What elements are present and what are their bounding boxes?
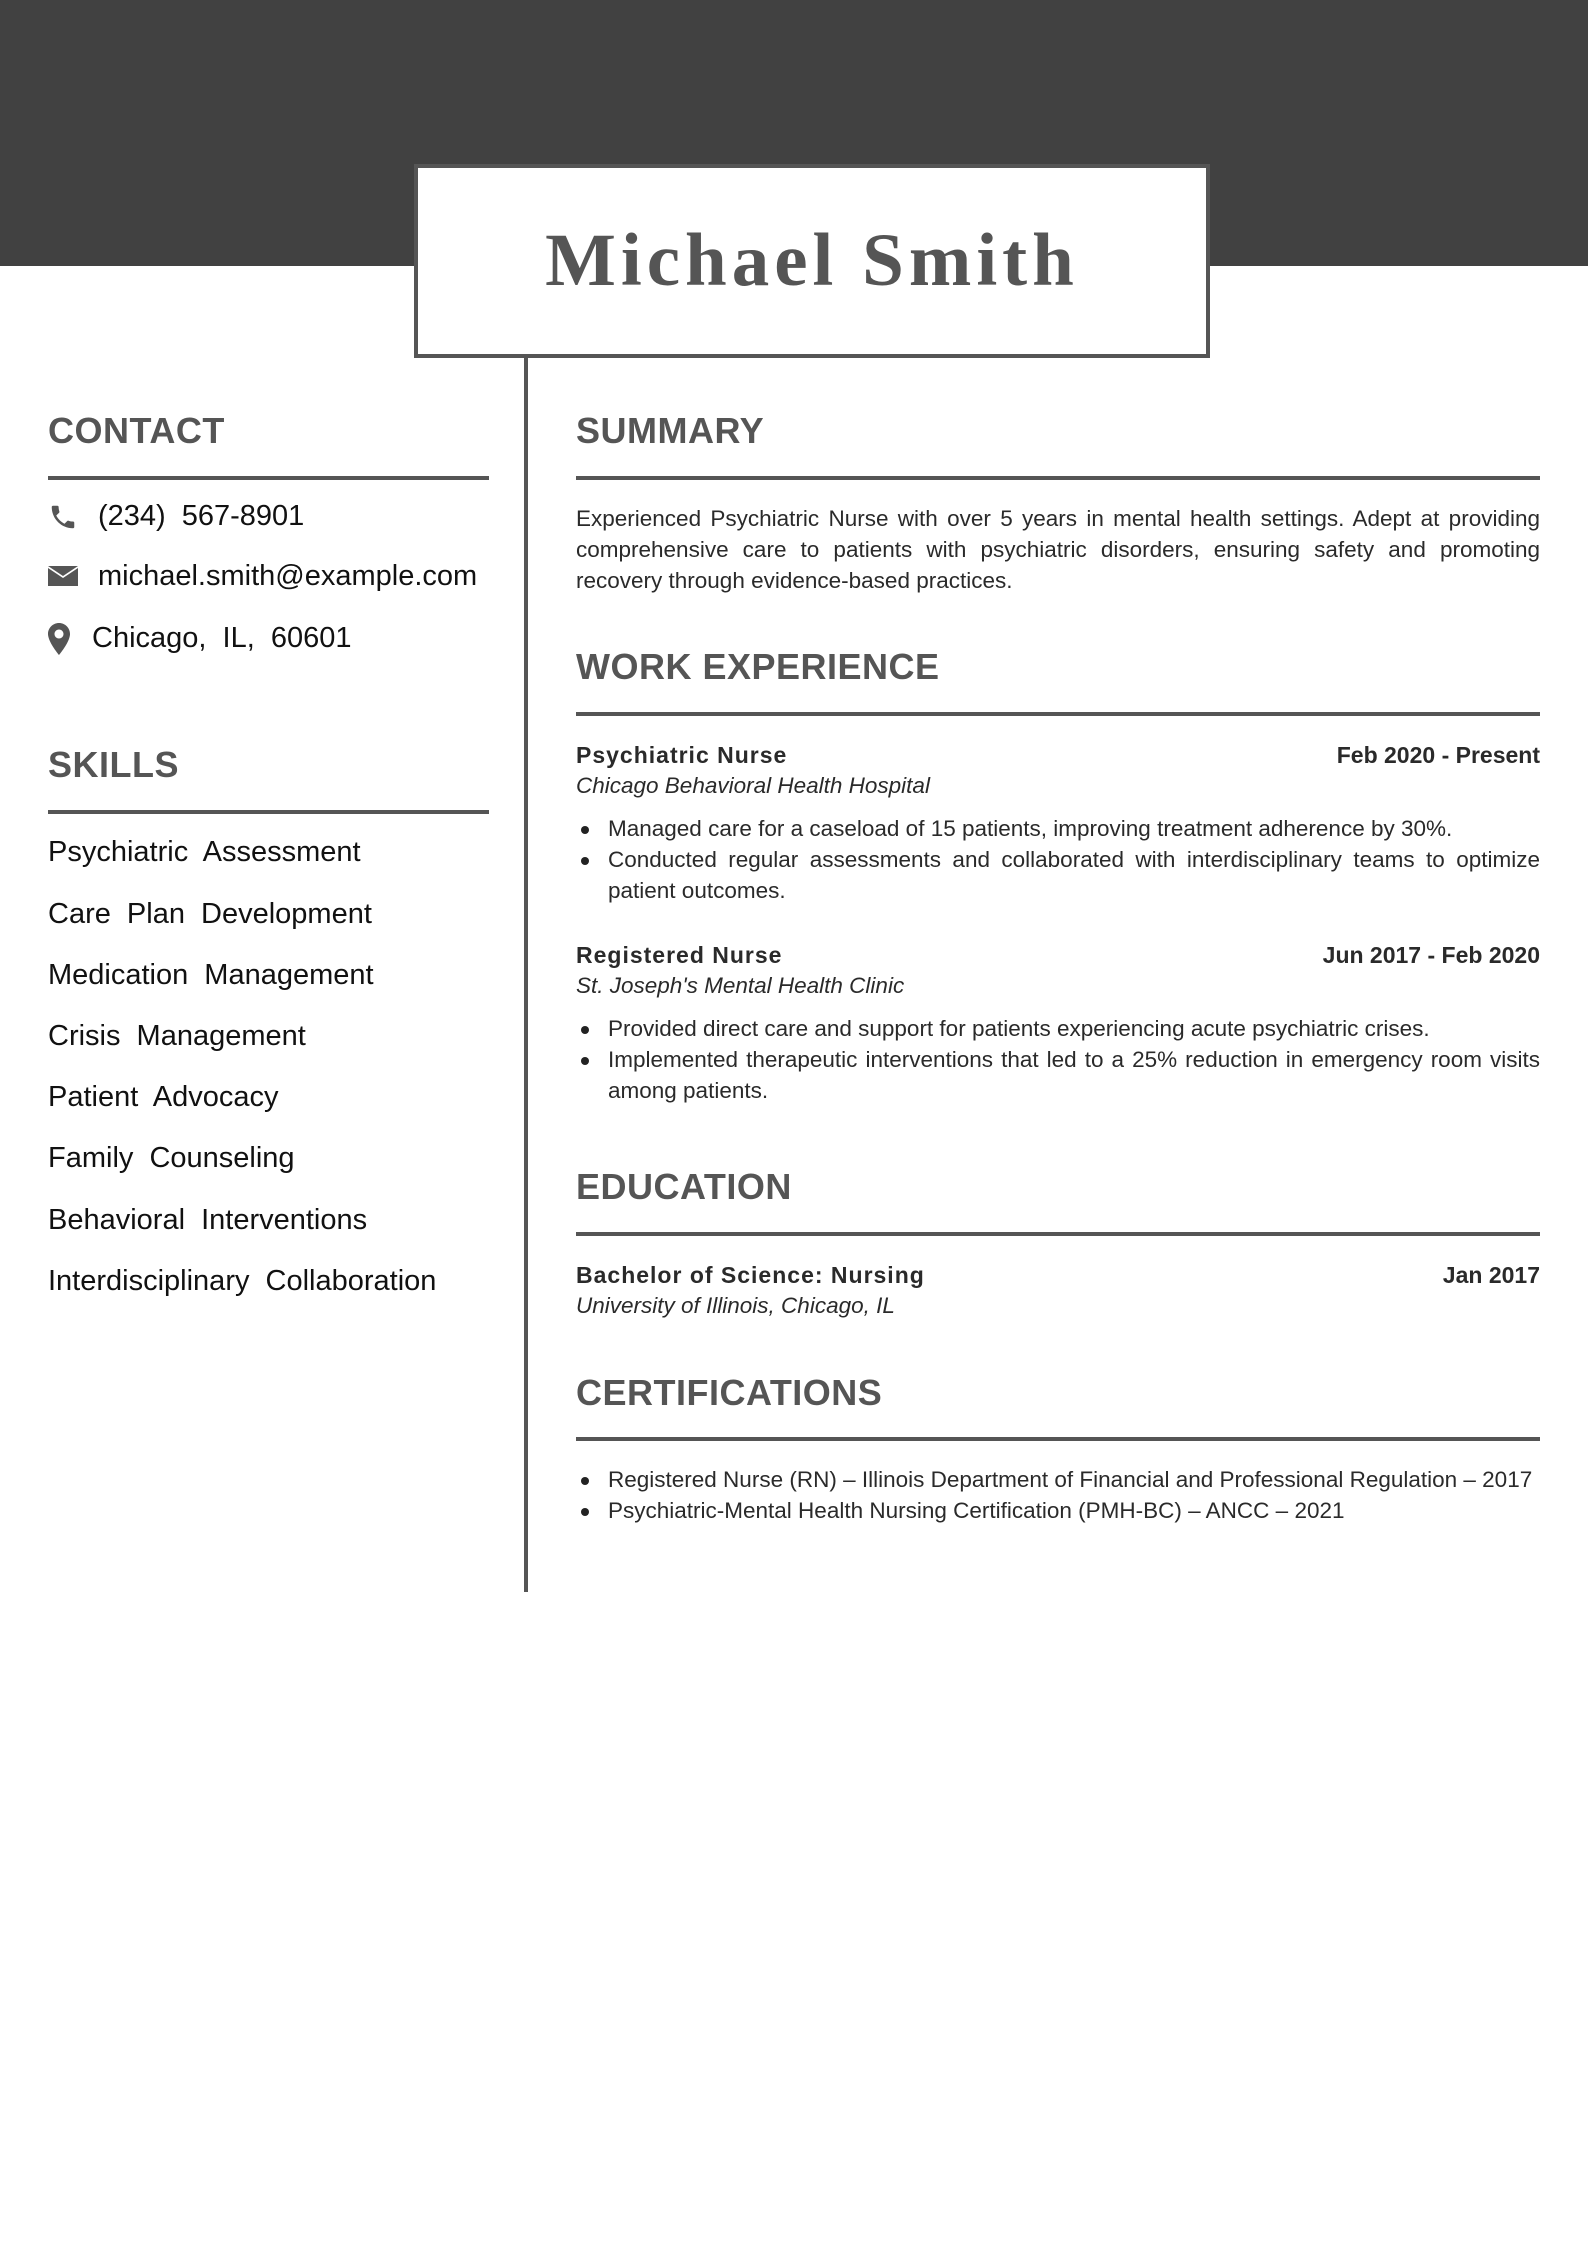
work-heading: WORK EXPERIENCE bbox=[576, 646, 940, 687]
summary-rule bbox=[576, 476, 1540, 480]
certification-item: Registered Nurse (RN) – Illinois Department of Financial and Professional Regulation – 2017 bbox=[576, 1464, 1540, 1495]
contact-heading: CONTACT bbox=[48, 410, 225, 451]
job-dates: Feb 2020 - Present bbox=[1336, 742, 1540, 768]
education-school: University of Illinois, Chicago, IL bbox=[576, 1293, 895, 1318]
skill-item: Crisis Management bbox=[48, 1020, 306, 1052]
skill-item: Medication Management bbox=[48, 959, 374, 991]
name-box bbox=[414, 164, 1210, 358]
skill-item: Psychiatric Assessment bbox=[48, 836, 361, 868]
job-bullet: Implemented therapeutic interventions that led to a 25% reduction in emergency room visits among patients. bbox=[576, 1044, 1540, 1106]
skill-item: Care Plan Development bbox=[48, 898, 372, 930]
skill-item: Behavioral Interventions bbox=[48, 1204, 368, 1236]
person-name: Michael Smith bbox=[545, 219, 1079, 302]
map-marker-icon bbox=[48, 623, 70, 655]
skills-heading: SKILLS bbox=[48, 744, 180, 785]
skill-item: Patient Advocacy bbox=[48, 1081, 279, 1113]
certifications-rule bbox=[576, 1437, 1540, 1441]
skill-item: Interdisciplinary Collaboration bbox=[48, 1265, 437, 1297]
certification-item: Psychiatric-Mental Health Nursing Certification (PMH-BC) – ANCC – 2021 bbox=[576, 1495, 1540, 1526]
skill-item: Family Counseling bbox=[48, 1142, 295, 1174]
education-heading: EDUCATION bbox=[576, 1166, 792, 1207]
summary-heading: SUMMARY bbox=[576, 410, 765, 451]
email-text: michael.smith@example.com bbox=[98, 560, 478, 592]
certifications-heading: CERTIFICATIONS bbox=[576, 1372, 883, 1413]
phone-icon bbox=[48, 502, 78, 532]
work-rule bbox=[576, 712, 1540, 716]
education-degree: Bachelor of Science: Nursing bbox=[576, 1262, 925, 1288]
certifications-list bbox=[576, 1464, 1540, 1526]
job-org: Chicago Behavioral Health Hospital bbox=[576, 773, 930, 798]
summary-text: Experienced Psychiatric Nurse with over 5 years in mental health settings. Adept at providing comprehensive care to patients with psychiatric disorders, ensuring safety and promoting recovery through evidence-based practices. bbox=[576, 506, 1540, 593]
phone-text: (234) 567-8901 bbox=[98, 500, 305, 532]
skills-rule bbox=[48, 810, 489, 814]
education-rule bbox=[576, 1232, 1540, 1236]
education-date: Jan 2017 bbox=[1442, 1262, 1540, 1288]
job-title: Psychiatric Nurse bbox=[576, 742, 788, 768]
contact-rule bbox=[48, 476, 489, 480]
column-divider bbox=[524, 358, 528, 1592]
location-text: Chicago, IL, 60601 bbox=[92, 622, 352, 654]
envelope-icon bbox=[48, 565, 78, 589]
job-bullet: Managed care for a caseload of 15 patients, improving treatment adherence by 30%. bbox=[576, 813, 1540, 844]
job-dates: Jun 2017 - Feb 2020 bbox=[1322, 942, 1540, 968]
contact-phone bbox=[48, 500, 304, 533]
contact-email bbox=[48, 560, 477, 593]
job-org: St. Joseph's Mental Health Clinic bbox=[576, 973, 905, 998]
job-bullets bbox=[576, 1013, 1540, 1106]
job-bullet: Provided direct care and support for patients experiencing acute psychiatric crises. bbox=[576, 1013, 1540, 1044]
job-title: Registered Nurse bbox=[576, 942, 783, 968]
contact-location bbox=[48, 622, 351, 655]
job-bullet: Conducted regular assessments and collaborated with interdisciplinary teams to optimize patient outcomes. bbox=[576, 844, 1540, 906]
job-bullets bbox=[576, 813, 1540, 906]
